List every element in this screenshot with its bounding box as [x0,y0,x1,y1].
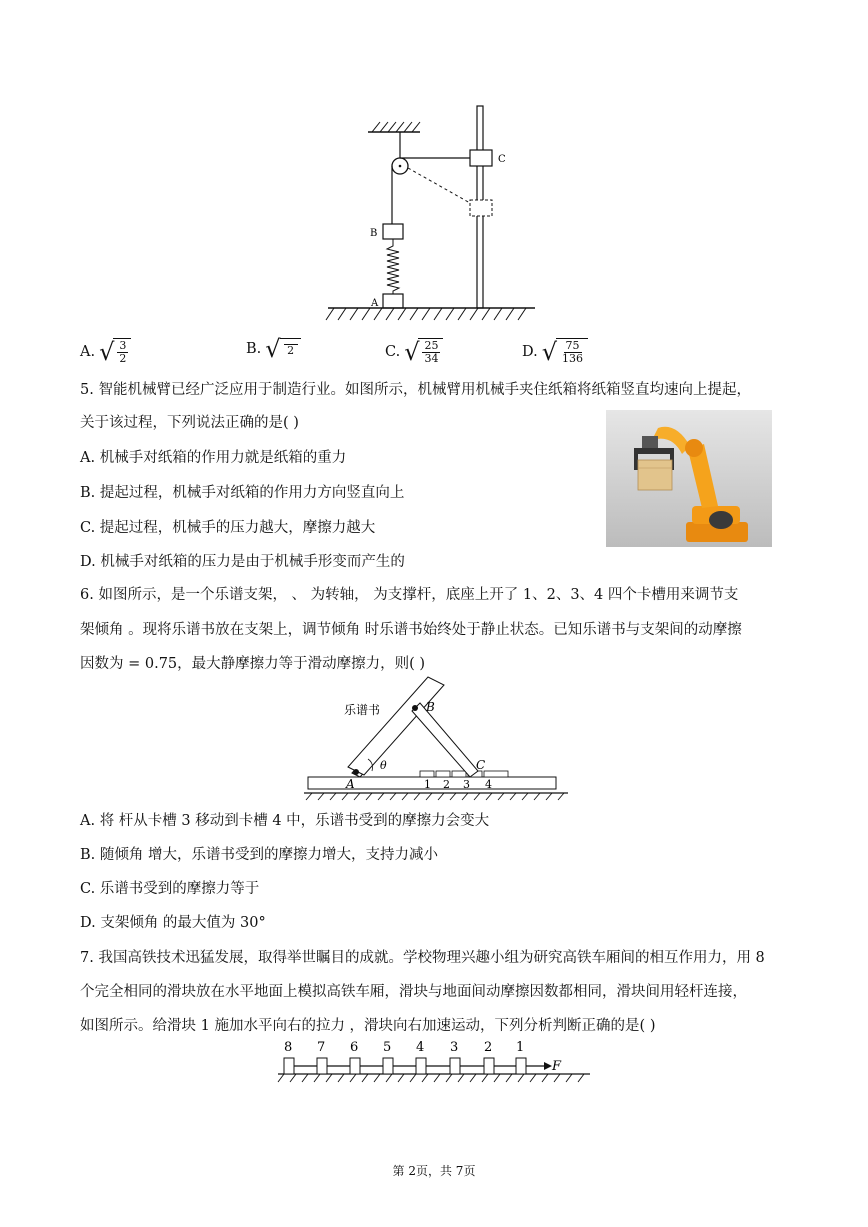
slot-label-4: 4 [485,778,492,791]
q6-stem-line1: 6. 如图所示，是一个乐谱支架， 、 为转轴， 为支撑杆，底座上开了 1、2、3、4 四个卡槽用来调节支 [80,587,739,603]
q5-stem-line1: 5. 智能机械臂已经广泛应用于制造行业。如图所示，机械臂用机械手夹住纸箱将纸箱竖直均速向上提起， [80,382,751,398]
q6-stem-line2: 架倾角 。现将乐谱书放在支架上，调节倾角 时乐谱书始终处于静止状态。已知乐谱书与支架间的动摩擦 [80,622,742,638]
q5-option-a: A. 机械手对纸箱的作用力就是纸箱的重力 [80,450,347,466]
q4-option-b: B. √ 2 [246,338,301,360]
q7-figure [272,1036,596,1090]
label-A: A [346,777,355,791]
q4-option-c: C. √ $\frac{25}{34}$ [385,338,443,365]
q4-option-d: D. √ $\frac{75}{136}$ [522,338,588,365]
q6-figure [300,675,572,805]
block-label-5: 5 [383,1040,392,1055]
block-label-2: 2 [484,1040,493,1055]
label-theta: θ [380,759,387,772]
robot-arm-image [606,410,772,547]
q6-option-c: C. 乐谱书受到的摩擦力等于 [80,881,260,897]
q6-option-b: B. 随倾角 增大，乐谱书受到的摩擦力增大，支持力减小 [80,847,438,863]
force-label: F [552,1059,562,1074]
q7-stem-line2: 个完全相同的滑块放在水平地面上模拟高铁车厢，滑块与地面间动摩擦因数都相同，滑块间用轻杆连接， [80,984,747,1000]
block-label-4: 4 [416,1040,425,1055]
label-book: 乐谱书 [344,703,381,717]
q4-option-a: A. √ $\frac{3}{2}$ [80,338,131,365]
label-B: B [426,700,435,714]
q6-option-d: D. 支架倾角 的最大值为 30° [80,915,266,931]
q7-stem-line1: 7. 我国高铁技术迅猛发展，取得举世瞩目的成就。学校物理兴趣小组为研究高铁车厢间的相互作用力，用 8 [80,950,765,966]
block-label-1: 1 [516,1040,525,1055]
label-C: C [476,758,486,772]
label-b: B [370,228,378,239]
slot-label-2: 2 [443,778,450,791]
q6-option-a: A. 将 杆从卡槽 3 移动到卡槽 4 中，乐谱书受到的摩擦力会变大 [80,813,490,829]
label-c: C [498,154,506,165]
slot-label-3: 3 [463,778,470,791]
q5-option-c: C. 提起过程，机械手的压力越大，摩擦力越大 [80,520,376,536]
q5-option-d: D. 机械手对纸箱的压力是由于机械手形变而产生的 [80,554,405,570]
label-a: A [371,298,379,309]
block-label-6: 6 [350,1040,359,1055]
block-label-3: 3 [450,1040,459,1055]
page-footer: 第 2页，共 7页 [392,1164,476,1178]
block-label-7: 7 [317,1040,326,1055]
q4-figure [320,100,540,328]
q5-stem-line2: 关于该过程，下列说法正确的是( ) [80,415,299,431]
block-label-8: 8 [284,1040,293,1055]
slot-label-1: 1 [424,778,431,791]
q6-stem-line3: 因数为 = 0.75，最大静摩擦力等于滑动摩擦力，则( ) [80,656,426,672]
q5-option-b: B. 提起过程，机械手对纸箱的作用力方向竖直向上 [80,485,405,501]
q7-stem-line3: 如图所示。给滑块 1 施加水平向右的拉力 ，滑块向右加速运动，下列分析判断正确的是( ) [80,1018,656,1034]
